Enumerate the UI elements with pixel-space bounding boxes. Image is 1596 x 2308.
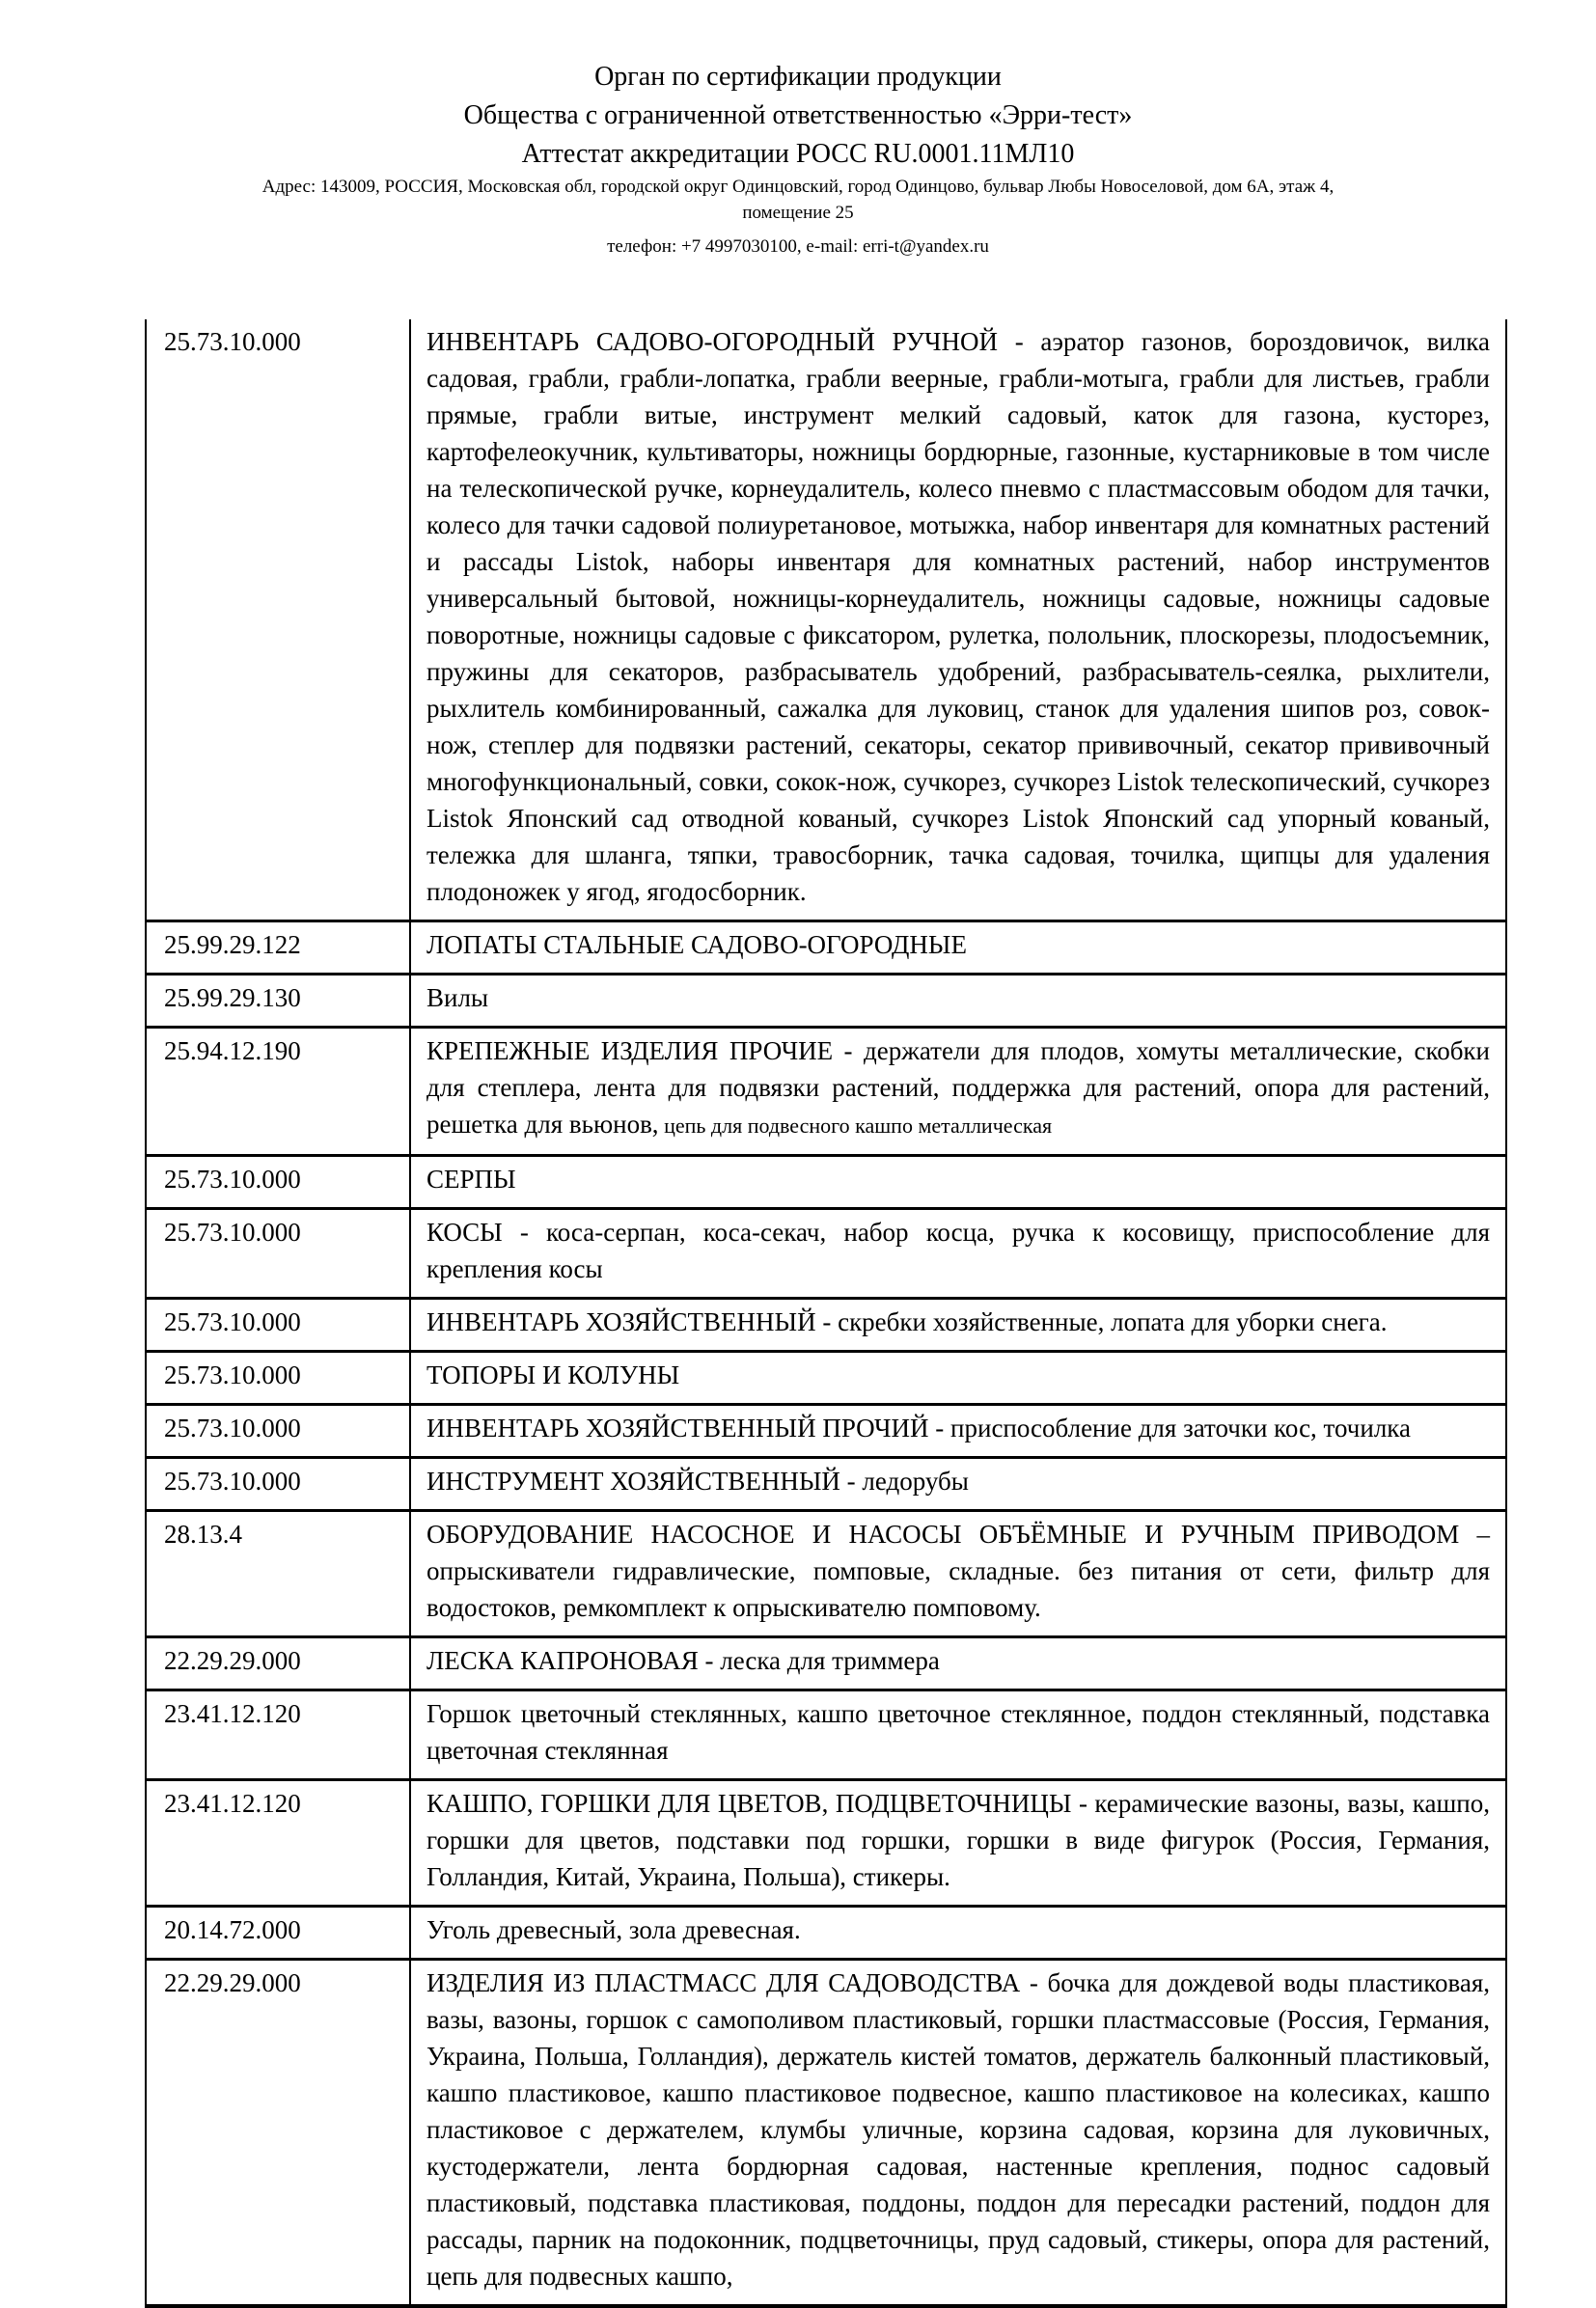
table-row [146,1299,1506,1352]
product-code-cell: 28.13.4 [146,1511,410,1637]
address-line-2: помещение 25 [742,203,854,223]
product-code-cell: 25.73.10.000 [146,319,410,921]
product-description-cell [410,1690,1506,1780]
table-row [146,1960,1506,2307]
product-code-cell: 23.41.12.120 [146,1690,410,1780]
product-description-cell [410,1156,1506,1209]
product-description-cell [410,1511,1506,1637]
product-description-text: ИНСТРУМЕНТ ХОЗЯЙСТВЕННЫЙ - ледорубы [427,1467,969,1496]
org-title-line-2: Общества с ограниченной ответственностью «Эрри-тест» [463,100,1133,130]
contact-line: телефон: +7 4997030100, e-mail: erri-t@yandex.ru [607,236,989,257]
org-title-line-1: Орган по сертификации продукции [594,62,1002,92]
product-code-cell: 25.99.29.122 [146,921,410,975]
product-description-cell [410,1637,1506,1690]
product-description-text: Уголь древесный, зола древесная. [427,1915,801,1944]
product-description-text: КРЕПЕЖНЫЕ ИЗДЕЛИЯ ПРОЧИЕ - держатели для плодов, хомуты металлические, скобки для степлера, лента для подвязки растений, поддержка для растений, опора для растений, решетка для вьюнов, [427,1036,1490,1139]
accreditation-line: Аттестат аккредитации РОСС RU.0001.11МЛ10 [521,139,1075,169]
table-row [146,975,1506,1028]
product-description-text: КОСЫ - коса-серпан, коса-секач, набор косца, ручка к косовищу, приспособление для крепления косы [427,1218,1490,1283]
table-row [146,1907,1506,1960]
product-code-cell: 22.29.29.000 [146,1960,410,2307]
product-description-cell [410,1028,1506,1156]
product-description-cell [410,1960,1506,2307]
table-body [146,319,1506,2306]
product-description-text: ИЗДЕЛИЯ ИЗ ПЛАСТМАСС ДЛЯ САДОВОДСТВА - бочка для дождевой воды пластиковая, вазы, вазоны, горшок с самополивом пластиковый, горшки пластмассовые (Россия, Германия, Украина, Польша, Голландия), держатель кистей томатов, держатель балконный пластиковый, кашпо пластиковое, кашпо пластиковое подвесное, кашпо пластиковое на колесиках, кашпо пластиковое с держателем, клумбы уличные, корзина садовая, корзина для луковичных, кустодержатели, лента бордюрная садовая, настенные крепления, поднос садовый пластиковый, подставка пластиковая, поддоны, поддон для пересадки растений, поддон для рассады, парник на подоконник, подцветочницы, пруд садовый, стикеры, опора для растений, цепь для подвесных кашпо, [427,1968,1490,2291]
product-description-text: ИНВЕНТАРЬ ХОЗЯЙСТВЕННЫЙ - скребки хозяйственные, лопата для уборки снега. [427,1307,1388,1336]
product-code-cell: 25.99.29.130 [146,975,410,1028]
product-description-cell [410,1299,1506,1352]
product-code-cell: 23.41.12.120 [146,1780,410,1907]
product-description-text: ТОПОРЫ И КОЛУНЫ [427,1360,680,1389]
product-description-text-small: цепь для подвесного кашпо металлическая [658,1113,1053,1138]
table-row [146,1405,1506,1458]
product-code-cell: 20.14.72.000 [146,1907,410,1960]
table-row [146,1209,1506,1299]
table-row [146,1511,1506,1637]
product-description-text: СЕРПЫ [427,1165,516,1194]
product-description-cell [410,921,1506,975]
table-row [146,1458,1506,1511]
product-description-text: ИНВЕНТАРЬ ХОЗЯЙСТВЕННЫЙ ПРОЧИЙ - приспособление для заточки кос, точилка [427,1414,1412,1442]
address-line-1: Адрес: 143009, РОССИЯ, Московская обл, городской округ Одинцовский, город Одинцово, бульвар Любы Новоселовой, дом 6А, этаж 4, [261,177,1335,197]
product-description-text: Вилы [427,983,489,1012]
product-codes-table [145,319,1507,2308]
product-description-text: ЛЕСКА КАПРОНОВАЯ - леска для триммера [427,1646,940,1675]
product-description-cell [410,1405,1506,1458]
product-code-cell: 25.73.10.000 [146,1458,410,1511]
product-description-cell [410,975,1506,1028]
product-description-text: ЛОПАТЫ СТАЛЬНЫЕ САДОВО-ОГОРОДНЫЕ [427,930,967,959]
table-row [146,1690,1506,1780]
product-description-text: ОБОРУДОВАНИЕ НАСОСНОЕ И НАСОСЫ ОБЪЁМНЫЕ И РУЧНЫМ ПРИВОДОМ – опрыскиватели гидравлические, помповые, складные. без питания от сети, фильтр для водостоков, ремкомплект к опрыскивателю помповому. [427,1520,1490,1622]
table-row [146,1352,1506,1405]
product-description-cell [410,1352,1506,1405]
product-description-cell [410,1458,1506,1511]
product-code-cell: 22.29.29.000 [146,1637,410,1690]
product-description-text: КАШПО, ГОРШКИ ДЛЯ ЦВЕТОВ, ПОДЦВЕТОЧНИЦЫ - керамические вазоны, вазы, кашпо, горшки для цветов, подставки под горшки, горшки в виде фигурок (Россия, Германия, Голландия, Китай, Украина, Польша), стикеры. [427,1789,1490,1891]
table-row [146,1028,1506,1156]
document-header [0,58,1596,260]
product-code-cell: 25.73.10.000 [146,1156,410,1209]
table-row [146,319,1506,921]
table-row [146,921,1506,975]
product-code-cell: 25.73.10.000 [146,1352,410,1405]
product-description-cell [410,319,1506,921]
product-description-text: Горшок цветочный стеклянных, кашпо цветочное стеклянное, поддон стеклянный, подставка цветочная стеклянная [427,1699,1490,1765]
table-row [146,1156,1506,1209]
product-description-cell [410,1907,1506,1960]
product-code-cell: 25.73.10.000 [146,1405,410,1458]
table-row [146,1637,1506,1690]
product-code-cell: 25.94.12.190 [146,1028,410,1156]
product-code-cell: 25.73.10.000 [146,1209,410,1299]
table-row [146,1780,1506,1907]
product-code-cell: 25.73.10.000 [146,1299,410,1352]
product-description-cell [410,1209,1506,1299]
product-description-text: ИНВЕНТАРЬ САДОВО-ОГОРОДНЫЙ РУЧНОЙ - аэратор газонов, бороздовичок, вилка садовая, грабли, грабли-лопатка, грабли веерные, грабли-мотыга, грабли для листьев, грабли прямые, грабли витые, инструмент мелкий садовый, каток для газона, кусторез, картофелеокучник, культиваторы, ножницы бордюрные, газонные, кустарниковые в том числе на телескопической ручке, корнеудалитель, колесо пневмо с пластмассовым ободом для тачки, колесо для тачки садовой полиуретановое, мотыжка, набор инвентаря для комнатных растений и рассады Listok, наборы инвентаря для комнатных растений, набор инструментов универсальный бытовой, ножницы-корнеудалитель, ножницы садовые, ножницы садовые поворотные, ножницы садовые с фиксатором, рулетка, полольник, плоскорезы, плодосъемник, пружины для секаторов, разбрасыватель удобрений, разбрасыватель-сеялка, рыхлители, рыхлитель комбинированный, сажалка для луковиц, станок для удаления шипов роз, совок-нож, степлер для подвязки растений, секаторы, секатор прививочный, секатор прививочный многофункциональный, совки, сокок-нож, сучкорез, сучкорез Listok телескопический, сучкорез Listok Японский сад отводной кованый, сучкорез Listok Японский сад упорный кованый, тележка для шланга, тяпки, травосборник, тачка садовая, точилка, щипцы для удаления плодоножек у ягод, ягодосборник. [427,327,1490,906]
product-description-cell [410,1780,1506,1907]
